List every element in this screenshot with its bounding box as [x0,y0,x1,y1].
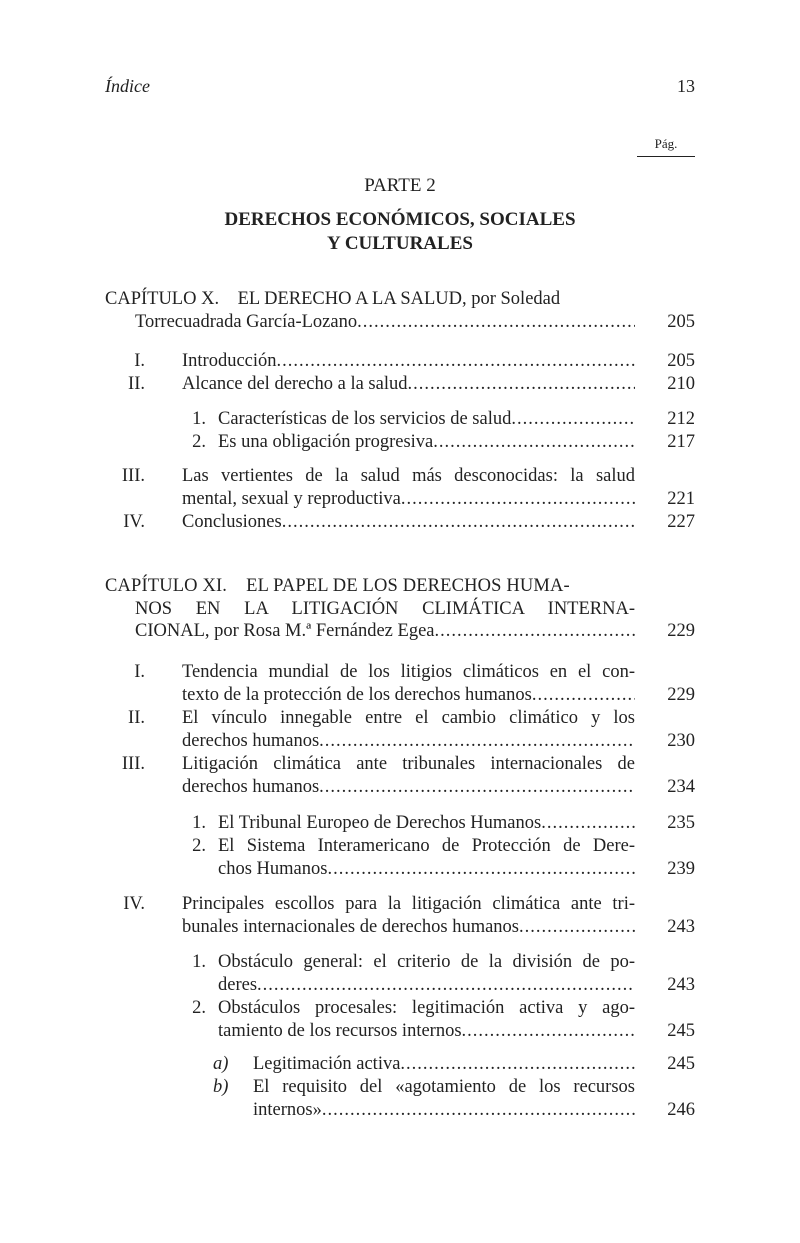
entry-page: 221 [667,488,695,509]
page-number: 13 [677,76,695,96]
chapter-11-entry[interactable] [105,575,695,645]
entry-letter: b) [213,1077,229,1097]
toc-subentry[interactable] [105,431,695,454]
entry-number: IV. [123,894,145,914]
toc-entry[interactable] [105,511,695,534]
entry-title-line: derechos humanos [182,776,320,797]
toc-subentry[interactable] [105,997,695,1043]
toc-subentry[interactable] [105,408,695,431]
entry-title-line: Obstáculo general: el criterio de la división de po- [218,952,635,972]
chapter-11-page: 229 [667,621,695,641]
entry-page: 235 [667,813,695,833]
entry-title-line: chos Humanos [218,858,328,879]
toc-entry[interactable] [105,465,695,511]
chapter-11-line-1: CAPÍTULO XI. EL PAPEL DE LOS DERECHOS HUMA- [105,576,570,596]
entry-number: 2. [192,998,206,1018]
entry-page: 210 [667,374,695,394]
chapter-10-page: 205 [667,311,695,332]
part-title-line-1: DERECHOS ECONÓMICOS, SOCIALES [224,209,576,230]
entry-number: 2. [192,836,206,856]
entry-page: 245 [667,1054,695,1074]
part-label: PARTE 2 [364,175,436,196]
toc-entry[interactable] [105,893,695,939]
entry-number: 1. [192,409,206,429]
entry-page: 205 [667,351,695,371]
toc-subentry[interactable] [105,951,695,997]
toc-subsubentry[interactable] [105,1076,695,1122]
chapter-11-line-2: NOS EN LA LITIGACIÓN CLIMÁTICA INTERNA- [135,598,635,619]
entry-page: 229 [667,684,695,705]
entry-title-line: derechos humanos [182,730,320,751]
part-title-line-2: Y CULTURALES [327,233,473,254]
toc-entry[interactable] [105,707,695,753]
running-title: Índice [105,76,150,96]
entry-title-line: deres [218,974,258,995]
entry-title: Características de los servicios de salud [218,409,512,429]
chapter-10-entry[interactable] [105,288,695,334]
entry-page: 243 [667,974,695,995]
part-title [105,208,695,256]
entry-number: I. [134,662,145,682]
chapter-10-line-1: CAPÍTULO X. EL DERECHO A LA SALUD, por Soledad [105,289,561,309]
entry-page: 245 [667,1020,695,1041]
entry-number: II. [128,374,145,394]
entry-title-line: bunales internacionales de derechos humanos [182,916,519,937]
entry-title-line: Obstáculos procesales: legitimación activa y ago- [218,998,635,1018]
running-header [105,76,695,100]
toc-subsubentry[interactable] [105,1053,695,1076]
entry-number: 1. [192,813,206,833]
entry-title-line: Principales escollos para la litigación climática ante tri- [182,894,635,914]
chapter-10-line-2: Torrecuadrada García-Lozano ..... [105,311,635,334]
toc-entry[interactable] [105,373,695,396]
entry-number: II. [128,708,145,728]
entry-page: 230 [667,730,695,751]
entry-page: 243 [667,916,695,937]
entry-letter: a) [213,1054,229,1074]
toc-entry[interactable] [105,350,695,373]
entry-title: Conclusiones [182,512,282,532]
toc-subentry[interactable] [105,835,695,881]
entry-title-line: El vínculo innegable entre el cambio climático y los [182,708,635,728]
entry-title-line: Las vertientes de la salud más desconocidas: la salud [182,466,635,486]
entry-number: III. [121,754,145,774]
entry-page: 239 [667,858,695,879]
entry-page: 212 [667,409,695,429]
entry-title-line: Tendencia mundial de los litigios climáticos en el con- [182,662,635,682]
entry-title: Introducción [182,351,277,371]
entry-title-line: El Sistema Interamericano de Protección de Dere- [218,836,635,856]
chapter-11-line-3: CIONAL, por Rosa M.ª Fernández Egea ..... [105,620,635,643]
entry-page: 234 [667,776,695,797]
entry-number: III. [121,466,145,486]
toc-entry[interactable] [105,753,695,799]
toc-subentry[interactable] [105,812,695,835]
entry-number: 2. [192,432,206,452]
entry-title-line: El requisito del «agotamiento de los recursos [253,1077,635,1097]
entry-title-line: internos» [253,1099,322,1120]
entry-title: Alcance del derecho a la salud [182,374,408,394]
entry-page: 227 [667,512,695,532]
entry-page: 246 [667,1099,695,1120]
entry-title-line: tamiento de los recursos internos [218,1020,462,1041]
pag-label: Pág. [637,136,695,157]
entry-title: Legitimación activa [253,1054,401,1074]
entry-number: 1. [192,952,206,972]
entry-number: IV. [123,512,145,532]
entry-title: Es una obligación progresiva [218,432,434,452]
toc-entry[interactable] [105,661,695,707]
entry-title: El Tribunal Europeo de Derechos Humanos [218,813,542,833]
entry-number: I. [134,351,145,371]
entry-title-line: Litigación climática ante tribunales internacionales de [182,754,635,774]
entry-title-line: texto de la protección de los derechos humanos [182,684,532,705]
entry-title-line: mental, sexual y reproductiva [182,488,401,509]
entry-page: 217 [667,432,695,452]
